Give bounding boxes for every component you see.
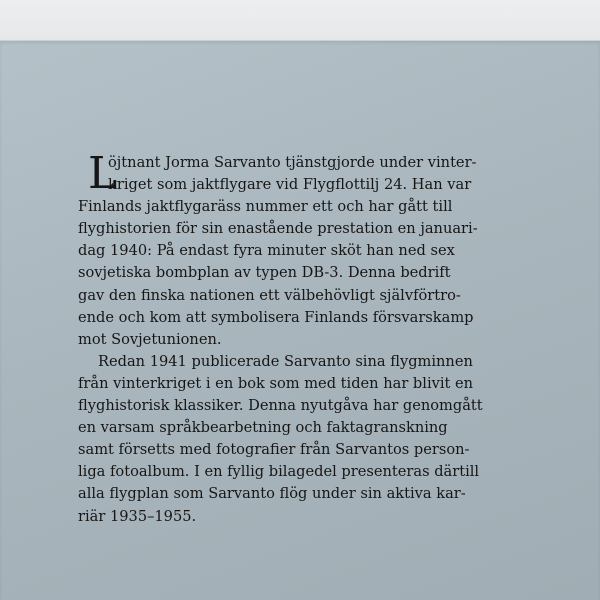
text-line: Redan 1941 publicerade Sarvanto sina flygminnen [98,352,473,370]
text-line: Finlands jaktflygaräss nummer ett och har gått till [78,198,453,216]
text-line: flyghistorien för sin enastående prestation en januari- [78,220,478,238]
text-line: riär 1935–1955. [78,507,197,525]
text-line: öjtnant Jorma Sarvanto tjänstgjorde under vinter- [108,154,477,171]
text-line: ende och kom att symbolisera Finlands försvarskamp [78,308,474,326]
text-line: samt försetts med fotografier från Sarvantos person- [78,441,470,459]
blurb-text [78,148,518,528]
paragraph-1 [78,148,518,351]
text-line: sovjetiska bombplan av typen DB-3. Denna bedrift [78,264,451,282]
text-line: dag 1940: På endast fyra minuter sköt han ned sex [78,242,455,260]
drop-cap-letter: L [88,148,118,199]
text-line: en varsam språkbearbetning och faktagranskning [78,419,448,437]
text-line: flyghistorisk klassiker. Denna nyutgåva har genomgått [78,397,483,415]
text-line: gav den finska nationen ett välbehövligt självförtro- [78,286,461,304]
text-line: alla flygplan som Sarvanto flög under sin aktiva kar- [78,485,466,503]
text-line: från vinterkriget i en bok som med tiden har blivit en [78,374,474,392]
text-line: kriget som jaktflygare vid Flygflottilj 24. Han var [108,176,472,194]
text-line: mot Sovjetunionen. [78,330,222,348]
text-line: liga fotoalbum. I en fyllig bilagedel presenteras därtill [78,463,480,481]
paragraph-2 [78,351,518,528]
